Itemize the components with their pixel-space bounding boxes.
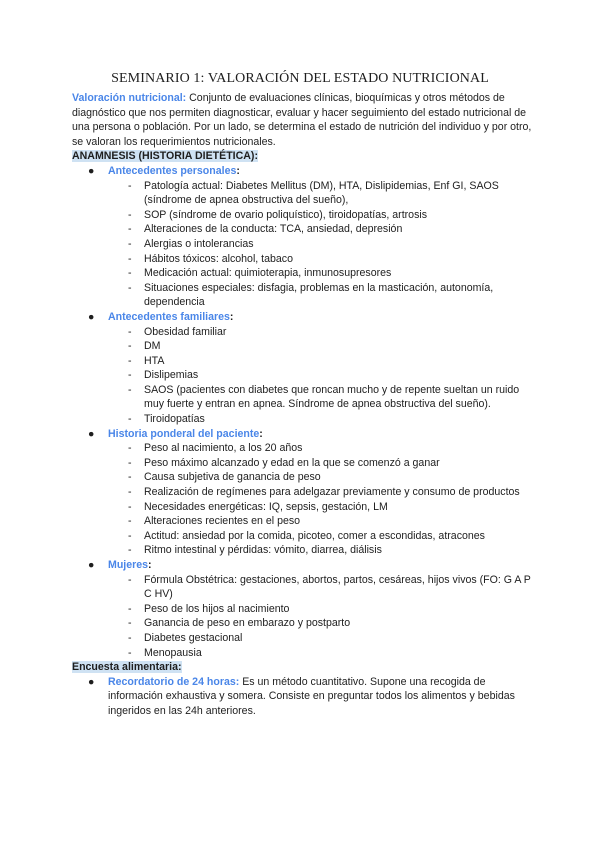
- list-item: [72, 646, 532, 661]
- list-item: [72, 485, 532, 500]
- dash-icon: -: [128, 383, 132, 396]
- list-item-text: Ganancia de peso en embarazo y postparto: [144, 617, 351, 630]
- group-colon: :: [148, 559, 152, 571]
- dash-icon: -: [128, 573, 132, 586]
- list-item: [72, 354, 532, 369]
- dash-icon: -: [128, 515, 132, 528]
- list-item: [72, 500, 532, 515]
- anamnesis-heading: ANAMNESIS (HISTORIA DIETÉTICA):: [72, 150, 258, 163]
- list-item: [72, 383, 532, 412]
- list-historia-ponderal: [72, 441, 532, 558]
- intro-paragraph: [72, 91, 532, 149]
- dash-icon: -: [128, 500, 132, 513]
- document-title: SEMINARIO 1: VALORACIÓN DEL ESTADO NUTRICIONAL: [111, 71, 489, 86]
- list-item: [72, 179, 532, 208]
- dash-icon: -: [128, 267, 132, 280]
- list-item-text: Obesidad familiar: [144, 325, 227, 338]
- dash-icon: -: [128, 281, 132, 294]
- intro-text: Conjunto de evaluaciones clínicas, bioquímicas y otros métodos de diagnóstico que nos permiten diagnosticar, evaluar y hacer seguimiento del estado nutricional de una persona o población. Por un lado, se determina el estado de nutrición del individuo y por otro, se valoran los requerimientos nutricionales.: [72, 92, 532, 148]
- encuesta-heading: Encuesta alimentaria:: [72, 661, 182, 674]
- group-label: Antecedentes familiares: [108, 310, 230, 323]
- list-mujeres: [72, 573, 532, 661]
- group-colon: :: [229, 310, 234, 323]
- list-item-text: Diabetes gestacional: [144, 631, 243, 644]
- list-item-text: DM: [144, 340, 161, 353]
- list-item-text: Peso de los hijos al nacimiento: [144, 602, 290, 615]
- dash-icon: -: [128, 354, 132, 367]
- list-item-text: Alteraciones recientes en el peso: [144, 515, 301, 528]
- list-item-text: Ritmo intestinal y pérdidas: vómito, diarrea, diálisis: [144, 544, 382, 557]
- list-antecedentes-personales: [72, 179, 532, 310]
- section-heading-encuesta: [72, 660, 532, 675]
- dash-icon: -: [128, 602, 132, 615]
- list-item: [72, 368, 532, 383]
- dash-icon: -: [128, 529, 132, 542]
- group-label: Mujeres: [108, 559, 149, 571]
- list-item-text: Hábitos tóxicos: alcohol, tabaco: [144, 252, 293, 265]
- list-item: [72, 602, 532, 617]
- list-antecedentes-familiares: [72, 325, 532, 427]
- dash-icon: -: [128, 456, 132, 469]
- dash-icon: -: [128, 471, 132, 484]
- dash-icon: -: [128, 179, 132, 192]
- dash-icon: -: [128, 646, 132, 659]
- document-body: [72, 91, 532, 719]
- encuesta-item-label: Recordatorio de 24 horas:: [108, 675, 240, 688]
- group-antecedentes-familiares: [72, 310, 532, 325]
- group-historia-ponderal: [72, 427, 532, 442]
- list-item-text: Necesidades energéticas: IQ, sepsis, gestación, LM: [144, 500, 388, 513]
- list-item: [72, 456, 532, 471]
- list-item-text: Fórmula Obstétrica: gestaciones, abortos, partos, cesáreas, hijos vivos (FO: G A P C HV): [144, 573, 531, 601]
- list-item-text: Situaciones especiales: disfagia, problemas en la masticación, autonomía, dependencia: [144, 281, 494, 309]
- dash-icon: -: [128, 442, 132, 455]
- list-item-text: SAOS (pacientes con diabetes que roncan mucho y de repente sueltan un ruido muy fuerte y entran en apnea. Síndrome de apnea obstructiva del sueño).: [144, 383, 520, 411]
- list-item-text: Tiroidopatías: [144, 413, 205, 426]
- bullet-icon: ●: [88, 310, 95, 323]
- encuesta-item-text: Es un método cuantitativo. Supone una recogida de información exhaustiva y somera. Consiste en preguntar todos los alimentos y bebidas ingeridos en las 24h anteriores.: [108, 675, 515, 717]
- group-label: Historia ponderal del paciente: [108, 427, 260, 440]
- list-item-text: Causa subjetiva de ganancia de peso: [144, 471, 321, 484]
- bullet-icon: ●: [88, 164, 95, 177]
- dash-icon: -: [128, 544, 132, 557]
- list-item: [72, 281, 532, 310]
- list-item: [72, 252, 532, 267]
- list-item: [72, 573, 532, 602]
- dash-icon: -: [128, 617, 132, 630]
- group-colon: :: [259, 427, 263, 440]
- list-item: [72, 514, 532, 529]
- bullet-icon: ●: [88, 427, 95, 440]
- encuesta-item-recordatorio: [72, 675, 532, 719]
- dash-icon: -: [128, 223, 132, 236]
- list-item: [72, 441, 532, 456]
- list-item-text: Alergias o intolerancias: [144, 237, 254, 250]
- list-item-text: SOP (síndrome de ovario poliquístico), tiroidopatías, artrosis: [144, 208, 428, 221]
- bullet-icon: ●: [88, 675, 95, 688]
- list-item: [72, 325, 532, 340]
- list-item: [72, 222, 532, 237]
- list-item: [72, 616, 532, 631]
- group-label: Antecedentes personales: [108, 164, 237, 177]
- list-item-text: Peso máximo alcanzado y edad en la que se comenzó a ganar: [144, 456, 440, 469]
- list-item-text: Dislipemias: [144, 369, 199, 382]
- dash-icon: -: [128, 208, 132, 221]
- list-item: [72, 412, 532, 427]
- list-item: [72, 266, 532, 281]
- list-item: [72, 339, 532, 354]
- group-mujeres: [72, 558, 532, 573]
- dash-icon: -: [128, 325, 132, 338]
- dash-icon: -: [128, 252, 132, 265]
- bullet-icon: ●: [88, 559, 95, 571]
- dash-icon: -: [128, 631, 132, 644]
- list-item-text: Alteraciones de la conducta: TCA, ansiedad, depresión: [144, 223, 403, 236]
- dash-icon: -: [128, 340, 132, 353]
- intro-term: Valoración nutricional:: [72, 92, 187, 104]
- section-heading-anamnesis: [72, 149, 532, 164]
- list-item-text: Menopausia: [144, 646, 202, 659]
- list-item: [72, 543, 532, 558]
- list-item-text: Actitud: ansiedad por la comida, picoteo, comer a escondidas, atracones: [144, 529, 485, 542]
- dash-icon: -: [128, 413, 132, 426]
- group-colon: :: [236, 164, 240, 177]
- list-item: [72, 529, 532, 544]
- list-item-text: HTA: [144, 354, 165, 367]
- list-item: [72, 631, 532, 646]
- dash-icon: -: [128, 237, 132, 250]
- list-item: [72, 470, 532, 485]
- list-item: [72, 237, 532, 252]
- list-item-text: Patología actual: Diabetes Mellitus (DM), HTA, Dislipidemias, Enf GI, SAOS (síndrome de apnea obstructiva del sueño),: [144, 179, 499, 207]
- list-item-text: Realización de regímenes para adelgazar previamente y consumo de productos: [144, 486, 520, 499]
- list-item-text: Peso al nacimiento, a los 20 años: [144, 442, 303, 455]
- group-antecedentes-personales: [72, 164, 532, 179]
- list-item: [72, 208, 532, 223]
- list-item-text: Medicación actual: quimioterapia, inmunosupresores: [144, 267, 392, 280]
- dash-icon: -: [128, 369, 132, 382]
- dash-icon: -: [128, 486, 132, 499]
